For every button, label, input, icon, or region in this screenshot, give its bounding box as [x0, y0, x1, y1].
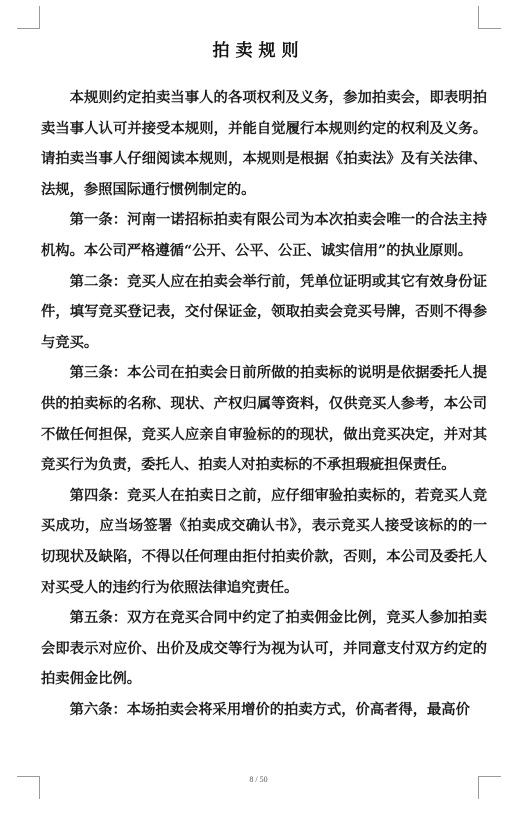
paragraph-article-1: 第一条：河南一诺招标拍卖有限公司为本次拍卖会唯一的合法主持机构。本公司严格遵循“公开、公平、公正、诚实信用”的执业原则。 — [41, 212, 487, 259]
document-title: 拍卖规则 — [212, 41, 305, 61]
page-number: 8 / 50 — [249, 775, 268, 784]
paragraph-article-4: 第四条：竞买人在拍卖日之前，应仔细审验拍卖标的，若竞买人竞买成功，应当场签署《拍卖成交确认书》，表示竞买人接受该标的的一切现状及缺陷，不得以任何理由拒付拍卖价款，否则，本公司及委托人对买受人的违约行为依照法律追究责任。 — [41, 487, 487, 596]
paragraph-intro: 本规则约定拍卖当事人的各项权利及义务，参加拍卖会，即表明拍卖当事人认可并接受本规则，并能自觉履行本规则约定的权利及义务。请拍卖当事人仔细阅读本规则，本规则是根据《拍卖法》及有关法律、法规，参照国际通行惯例制定的。 — [41, 90, 487, 198]
document-body — [41, 83, 487, 725]
paragraph-article-3: 第三条：本公司在拍卖会日前所做的拍卖标的说明是依据委托人提供的拍卖标的名称、现状、产权归属等资料，仅供竞买人参考，本公司不做任何担保，竞买人应亲自审验标的的现状，做出竞买决定，并对其竞买行为负责，委托人、拍卖人对拍卖标的不承担瑕疵担保责任。 — [41, 365, 487, 474]
paragraph-article-5: 第五条：双方在竞买合同中约定了拍卖佣金比例，竞买人参加拍卖会即表示对应价、出价及成交等行为视为认可，并同意支付双方约定的拍卖佣金比例。 — [41, 610, 487, 688]
paragraph-article-2: 第二条：竞买人应在拍卖会举行前，凭单位证明或其它有效身份证件，填写竞买登记表，交付保证金，领取拍卖会竞买号牌，否则不得参与竞买。 — [41, 273, 487, 351]
crop-mark-top-left — [17, 6, 40, 29]
paragraph-article-6: 第六条：本场拍卖会将采用增价的拍卖方式，价高者得，最高价 — [69, 701, 470, 718]
crop-mark-top-right — [478, 6, 501, 29]
